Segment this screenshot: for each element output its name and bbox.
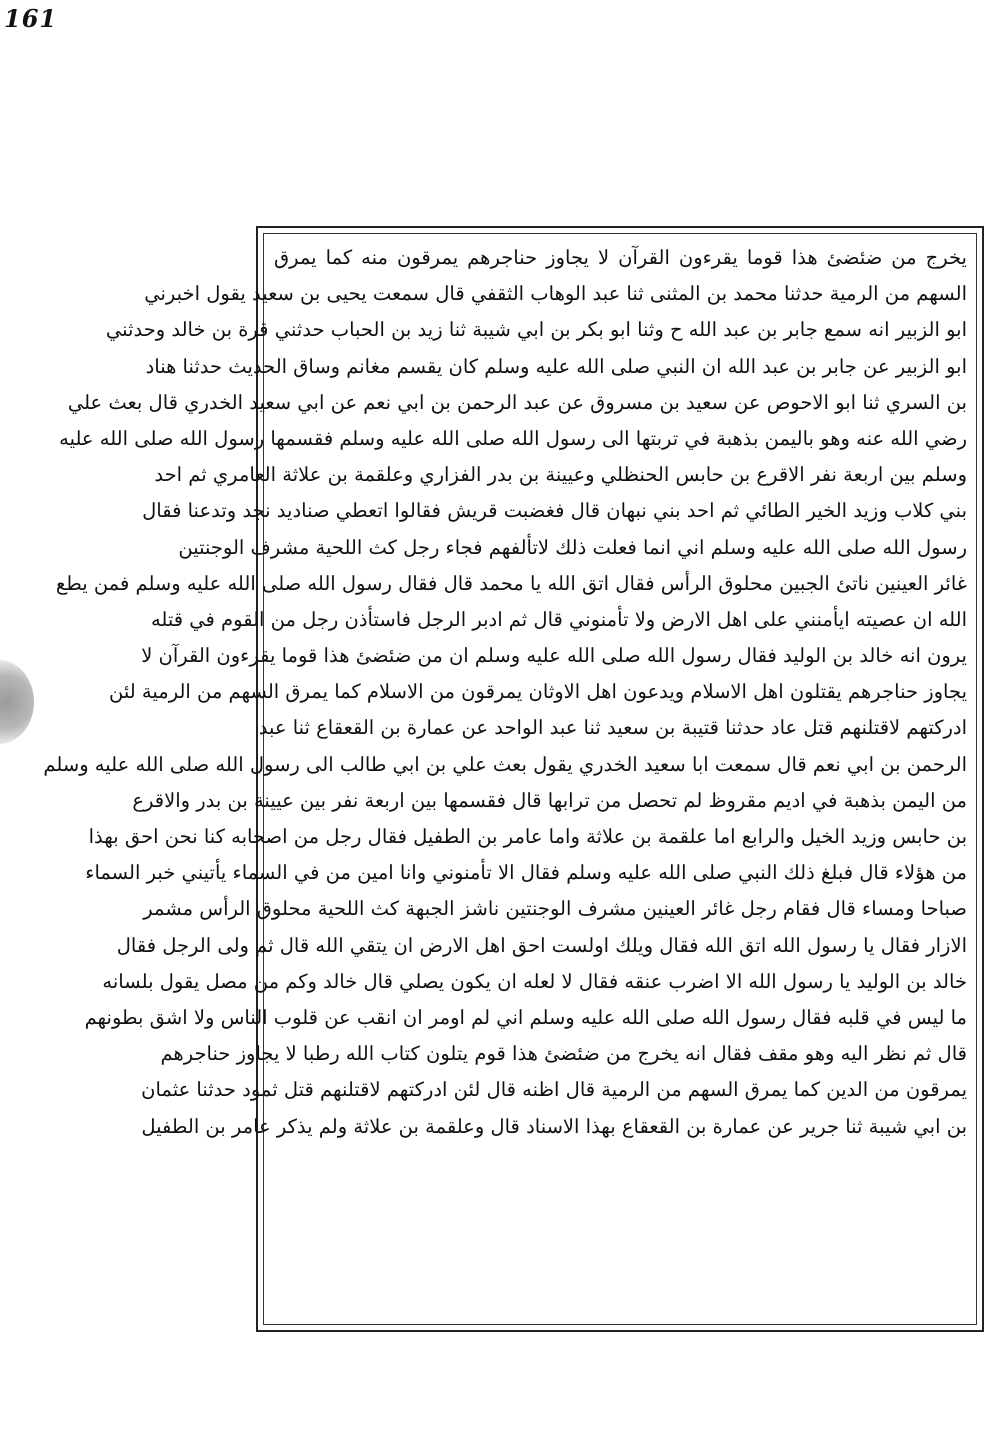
manuscript-line: وسلم بين اربعة نفر الاقرع بن حابس الحنظلي وعيينة بن بدر الفزاري وعلقمة بن علاثة العامري ثم احد: [154, 463, 967, 487]
page-number: 161: [4, 4, 58, 33]
manuscript-line: من هؤلاء قال فبلغ ذلك النبي صلى الله عليه وسلم فقال الا تأمنوني وانا امين من في السماء يأتيني خبر السماء: [85, 861, 967, 885]
manuscript-line: الازار فقال يا رسول الله اتق الله فقال ويلك اولست احق اهل الارض ان يتقي الله قال ثم ولى الرجل فقال: [116, 933, 967, 957]
manuscript-line: يجاوز حناجرهم يقتلون اهل الاسلام ويدعون اهل الاوثان يمرقون من الاسلام كما يمرق السهم من الرمية لئن: [109, 680, 967, 704]
manuscript-line: رسول الله صلى الله عليه وسلم اني انما فعلت ذلك لاتألفهم فجاء رجل كث اللحية مشرف الوجنتين: [178, 535, 967, 559]
ink-smudge: [0, 660, 34, 744]
manuscript-line: ابو الزبير انه سمع جابر بن عبد الله ح وثنا ابو بكر بن ابي شيبة ثنا زيد بن الحباب حدثني قرة بن خالد وحدثني: [105, 318, 967, 342]
manuscript-line: بني كلاب وزيد الخير الطائي ثم احد بني نبهان قال فغضبت قريش فقالوا اتعطي صناديد نجد وتدعنا فقال: [142, 499, 967, 523]
manuscript-line: يرون انه خالد بن الوليد فقال رسول الله صلى الله عليه وسلم ان من ضئضئ هذا قوما يقرءون القرآن لا: [141, 644, 967, 668]
manuscript-line: الله ان عصيته ايأمنني على اهل الارض ولا تأمنوني قال ثم ادبر الرجل فاستأذن رجل من القوم في قتله: [150, 607, 967, 631]
manuscript-line: قال ثم نظر اليه وهو مقف فقال انه يخرج من ضئضئ هذا قوم يتلون كتاب الله رطبا لا يجاوز حناجرهم: [160, 1042, 967, 1066]
manuscript-line: بن السري ثنا ابو الاحوص عن سعيد بن مسروق عن عبد الرحمن بن ابي نعم عن ابي سعيد الخدري قال بعث علي: [67, 390, 967, 414]
manuscript-line: بن حابس وزيد الخيل والرابع اما علقمة بن علاثة واما عامر بن الطفيل فقال رجل من اصحابه كنا نحن احق بهذا: [88, 825, 967, 848]
manuscript-line: بن ابي شيبة ثنا جرير عن عمارة بن القعقاع بهذا الاسناد قال وعلقمة بن علاثة ولم يذكر عامر بن الطفيل: [141, 1114, 967, 1138]
manuscript-line: يمرقون من الدين كما يمرق السهم من الرمية قال اظنه قال لئن ادركتهم لاقتلنهم قتل ثمود حدثنا عثمان: [141, 1078, 967, 1102]
manuscript-line: خالد بن الوليد يا رسول الله الا اضرب عنقه فقال لا لعله ان يكون يصلي قال خالد وكم من مصل يقول بلسانه: [102, 969, 967, 993]
manuscript-line: من اليمن بذهبة في اديم مقروظ لم تحصل من ترابها قال فقسمها بين اربعة نفر بين عيينة بن بدر والاقرع: [132, 788, 967, 812]
manuscript-line: ادركتهم لاقتلنهم قتل عاد حدثنا قتيبة بن سعيد ثنا عبد الواحد عن عمارة بن القعقاع ثنا عبد: [258, 716, 967, 740]
manuscript-line: صباحا ومساء قال فقام رجل غائر العينين مشرف الوجنتين ناشز الجبهة كث اللحية محلوق الرأس مشمر: [143, 897, 967, 921]
manuscript-line: رضي الله عنه وهو باليمن بذهبة في تربتها الى رسول الله صلى الله عليه وسلم فقسمها رسول الله صلى الله عليه: [59, 426, 967, 450]
manuscript-line: ما ليس في قلبه فقال رسول الله صلى الله عليه وسلم اني لم اومر ان انقب عن قلوب الناس ولا اشق بطونهم: [84, 1005, 967, 1029]
manuscript-line: السهم من الرمية حدثنا محمد بن المثنى ثنا عبد الوهاب الثقفي قال سمعت يحيى بن سعيد يقول اخبرني: [144, 282, 967, 306]
manuscript-line: غائر العينين ناتئ الجبين محلوق الرأس فقال اتق الله يا محمد قال فقال رسول الله صلى الله عليه وسلم فمن يطع: [55, 571, 967, 595]
manuscript-line: ابو الزبير عن جابر بن عبد الله ان النبي صلى الله عليه وسلم كان يقسم مغانم وساق الحديث حدثنا هناد: [145, 354, 967, 378]
manuscript-line: الرحمن بن ابي نعم قال سمعت ابا سعيد الخدري يقول بعث علي بن ابي طالب الى رسول الله صلى الله عليه وسلم: [43, 752, 967, 776]
manuscript-text-block: [43, 240, 967, 1318]
manuscript-line: يخرج من ضئضئ هذا قوما يقرءون القرآن لا يجاوز حناجرهم يمرقون منه كما يمرق: [274, 246, 967, 269]
